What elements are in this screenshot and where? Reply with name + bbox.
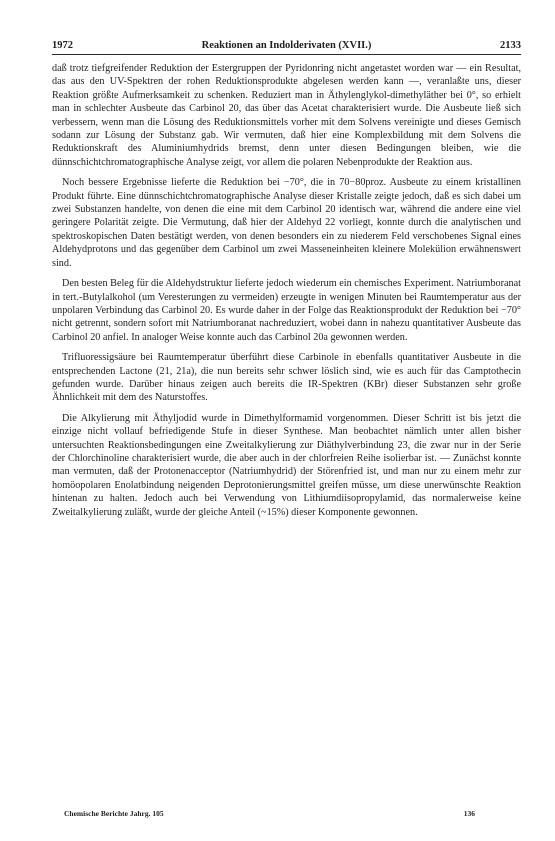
header-page-number: 2133 xyxy=(499,40,521,51)
paragraph-4: Trifluoressigsäure bei Raumtemperatur überführt diese Carbinole in ebenfalls quantitativer Ausbeute in die entsprechenden Lactone (21, 21a), die nun bereits sehr schwer löslich sind, wie es auch für das Camptothecin gefunden wurde. Darüber hinaus zeigen auch bereits die IR-Spektren (KBr) dieser Substanzen sehr große Ähnlichkeit mit dem des Naturstoffes. xyxy=(52,352,521,404)
paragraph-3: Den besten Beleg für die Aldehydstruktur lieferte jedoch wiederum ein chemisches Experiment. Natriumboranat in tert.-Butylalkohol (um Veresterungen zu vermeiden) erzeugte in wenigen Minuten bei Raumtemperatur aus der unpolaren Verbindung das Carbinol 20. Es wurde daher in der Folge das Reaktionsprodukt der Reduktion bei −70° nicht getrennt, sondern sofort mit Natriumboranat nachreduziert, wobei dann in nahezu quantitativer Ausbeute das Carbinol 20 anfiel. In analoger Weise konnte auch das Carbinol 20a gewonnen werden. xyxy=(52,278,521,343)
body-text xyxy=(52,62,521,519)
footer-journal: Chemische Berichte Jahrg. 105 xyxy=(64,809,164,818)
paragraph-2: Noch bessere Ergebnisse lieferte die Reduktion bei −70°, die in 70−80proz. Ausbeute zu einem kristallinen Produkt führte. Eine dünnschichtchromatographische Analyse dieser Kristalle zeigte jedoch, daß es sich dabei um zwei Substanzen handelte, von denen die eine mit dem Carbinol 20 identisch war, während die andere eine viel geringere Polarität zeigte. Die Vermutung, daß hier der Aldehyd 22 vorliegt, konnte durch die analytischen und spektroskopischen Daten bestätigt werden, von denen besonders ein zu niederem Feld verschobenes Signal eines Aldehydprotons und das gegenüber dem Carbinol um zwei Masseneinheiten kleinere Molekülion erwähnenswert sind. xyxy=(52,177,521,269)
footer-sheet-number: 136 xyxy=(463,809,475,818)
running-header xyxy=(52,40,521,55)
header-title: Reaktionen an Indolderivaten (XVII.) xyxy=(201,40,372,51)
page-footer xyxy=(64,809,475,818)
paragraph-1: daß trotz tiefgreifender Reduktion der Estergruppen der Pyridonring nicht angetastet worden war — ein Resultat, das aus den UV-Spektren der rohen Reduktionsprodukte abgelesen werden kann —, veranlaßte uns, dieser Reaktion größte Aufmerksamkeit zu schenken. Reduziert man in Äthylenglykol-dimethyläther bei 0°, so erhielt man in schlechter Ausbeute das Carbinol 20, das über das Acetat charakterisiert wurde. Die Ausbeute ließ sich verbessern, wenn man die Lösung des Reduktionsmittels vorher mit dem Solvens vereinigte und dieses Gemisch sodann zur Lösung der Substanz gab. Wir vermuten, daß hier eine Komplexbildung mit dem Solvens die Reduktionskraft des Aluminiumhydrids bremst, denn unter diesen Bedingungen bleiben, wie die dünnschichtchromatographische Analyse zeigt, vor allem die polaren Nebenprodukte der Reaktion aus. xyxy=(52,63,521,168)
paragraph-5: Die Alkylierung mit Äthyljodid wurde in Dimethylformamid vorgenommen. Dieser Schritt ist bis jetzt die einzige nicht vollauf befriedigende Stufe in dieser Synthese. Man beobachtet nämlich unter allen bisher untersuchten Reaktionsbedingungen eine Zweitalkylierung zur Diäthylverbindung 23, die zwar nur in der Serie der Chlorchinoline charakterisiert wurde, die aber auch in der chlorfreien Reihe isolierbar ist. — Zunächst konnte man vermuten, daß der Protonenacceptor (Natriumhydrid) der Störenfried ist, und man nur zu einem mehr zur homöopolaren Enolatbindung neigenden Deprotonierungsmittel greifen müsse, um diese unerwünschte Reaktion hintenan zu halten. Jedoch auch bei Verwendung von Lithiumdiisopropylamid, das normalerweise keine Zweitalkylierung zuläßt, wurde der gleiche Anteil (~15%) dieser Komponente gewonnen. xyxy=(52,412,521,518)
header-year: 1972 xyxy=(52,40,73,51)
